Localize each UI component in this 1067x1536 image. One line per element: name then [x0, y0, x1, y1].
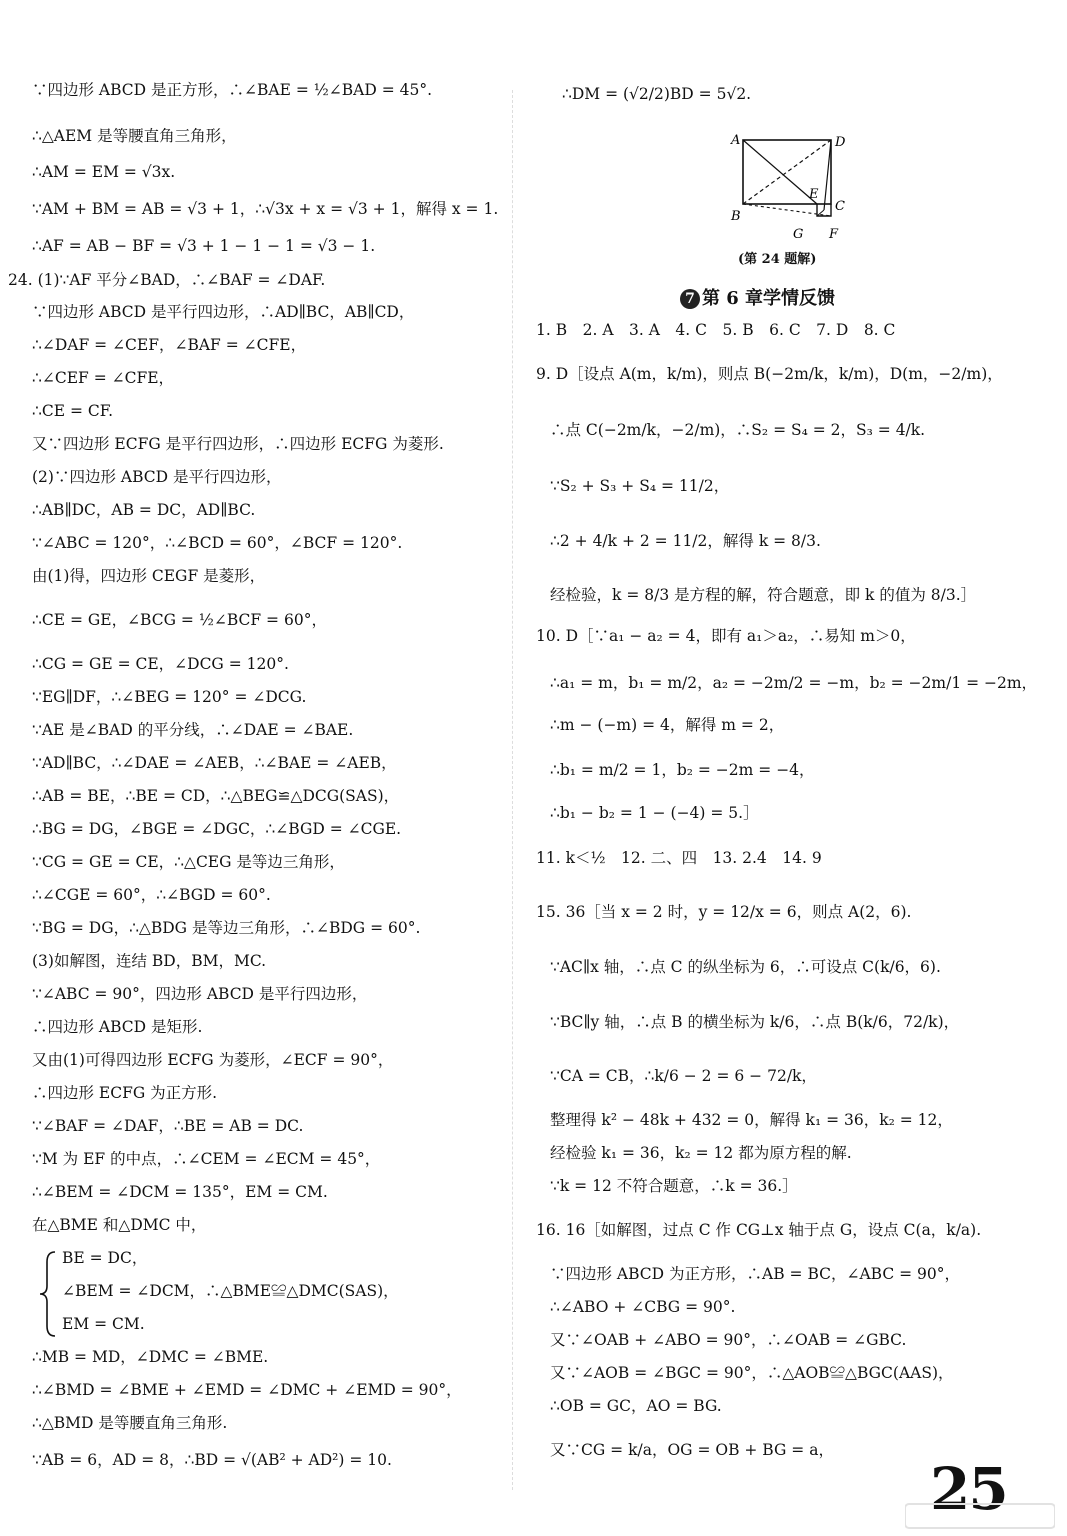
left-line: ∴AB = BE，∴BE = CD，∴△BEG≌△DCG(SAS)，	[32, 787, 400, 805]
figure-label-c: C	[835, 199, 845, 214]
right-line: 又∵CG = k/a，OG = OB + BG = a，	[550, 1441, 834, 1459]
left-line: 24. (1)∵AF 平分∠BAD，∴∠BAF = ∠DAF.	[8, 271, 326, 289]
system-brace	[37, 1250, 59, 1338]
watermark-logo	[905, 1500, 1055, 1530]
right-line: 又∵∠OAB + ∠ABO = 90°，∴∠OAB = ∠GBC.	[550, 1331, 907, 1349]
left-line: ∴∠BEM = ∠DCM = 135°，EM = CM.	[32, 1183, 328, 1201]
right-line: ∴OB = GC，AO = BG.	[550, 1397, 722, 1415]
section-badge: 7	[680, 289, 700, 309]
geometry-figure	[725, 128, 855, 246]
left-line: 又由(1)可得四边形 ECFG 为菱形，∠ECF = 90°，	[32, 1051, 394, 1069]
left-line: ∴四边形 ABCD 是矩形.	[32, 1018, 203, 1036]
right-line: ∴∠ABO + ∠CBG = 90°.	[550, 1298, 736, 1316]
right-line: ∵CA = CB，∴k/6 − 2 = 6 − 72/k，	[550, 1067, 817, 1085]
right-line: ∴2 + 4/k + 2 = 11/2，解得 k = 8/3.	[550, 532, 821, 550]
right-line: 10. D［∵a₁ − a₂ = 4，即有 a₁＞a₂，∴易知 m＞0，	[536, 627, 916, 645]
left-line: ∵AB = 6，AD = 8，∴BD = √(AB² + AD²) = 10.	[32, 1451, 392, 1469]
left-line: ∴MB = MD，∠DMC = ∠BME.	[32, 1348, 269, 1366]
left-line: ∴∠BMD = ∠BME + ∠EMD = ∠DMC + ∠EMD = 90°，	[32, 1381, 462, 1399]
right-line: 又∵∠AOB = ∠BGC = 90°，∴△AOB≌△BGC(AAS)，	[550, 1364, 954, 1382]
figure-label-g: G	[793, 227, 804, 242]
right-line: ∴DM = (√2/2)BD = 5√2.	[562, 85, 752, 103]
left-line: ∴CG = GE = CE，∠DCG = 120°.	[32, 655, 289, 673]
left-line: ∵AE 是∠BAD 的平分线，∴∠DAE = ∠BAE.	[32, 721, 354, 739]
right-line: ∵BC∥y 轴，∴点 B 的横坐标为 k/6，∴点 B(k/6，72/k)，	[550, 1013, 960, 1031]
figure-label-f: F	[829, 227, 839, 242]
left-line: ∴△AEM 是等腰直角三角形，	[32, 127, 237, 145]
page-number: 25	[930, 1455, 1007, 1523]
right-line: 整理得 k² − 48k + 432 = 0，解得 k₁ = 36，k₂ = 12，	[550, 1111, 953, 1129]
right-line: ∴b₁ = m/2 = 1，b₂ = −2m = −4，	[550, 761, 815, 779]
left-line: (2)∵四边形 ABCD 是平行四边形，	[32, 468, 282, 486]
left-line: ∴CE = CF.	[32, 402, 114, 420]
left-line: ∵∠BAF = ∠DAF，∴BE = AB = DC.	[32, 1117, 304, 1135]
left-line: ∴四边形 ECFG 为正方形.	[32, 1084, 218, 1102]
left-line: ∵BG = DG，∴△BDG 是等边三角形，∴∠BDG = 60°.	[32, 919, 421, 937]
figure-label-d: D	[835, 135, 846, 150]
left-line: ∴BG = DG，∠BGE = ∠DGC，∴∠BGD = ∠CGE.	[32, 820, 402, 838]
right-line: 经检验，k = 8/3 是方程的解，符合题意，即 k 的值为 8/3.］	[550, 586, 977, 604]
left-line: ∴∠DAF = ∠CEF，∠BAF = ∠CFE，	[32, 336, 307, 354]
right-line: ∴b₁ − b₂ = 1 − (−4) = 5.］	[550, 804, 759, 822]
left-line: ∴∠CGE = 60°，∴∠BGD = 60°.	[32, 886, 271, 904]
left-line: ∴∠CEF = ∠CFE，	[32, 369, 175, 387]
left-line: ∵四边形 ABCD 是平行四边形，∴AD∥BC，AB∥CD，	[32, 303, 415, 321]
left-line: ∴AM = EM = √3x.	[32, 163, 176, 181]
left-line: ∠BEM = ∠DCM，∴△BME≌△DMC(SAS)，	[62, 1282, 399, 1300]
left-line: ∵∠ABC = 120°，∴∠BCD = 60°，∠BCF = 120°.	[32, 534, 403, 552]
figure-label-a: A	[731, 133, 741, 148]
left-line: ∴CE = GE，∠BCG = ½∠BCF = 60°，	[32, 611, 327, 629]
left-line: ∵CG = GE = CE，∴△CEG 是等边三角形，	[32, 853, 345, 871]
right-line: 11. k＜½ 12. 二、四 13. 2.4 14. 9	[536, 849, 822, 867]
left-line: ∵AD∥BC，∴∠DAE = ∠AEB，∴∠BAE = ∠AEB，	[32, 754, 397, 772]
section-heading	[680, 284, 835, 310]
left-line: ∵四边形 ABCD 是正方形，∴∠BAE = ½∠BAD = 45°.	[32, 81, 433, 99]
left-line: ∵∠ABC = 90°，四边形 ABCD 是平行四边形，	[32, 985, 368, 1003]
column-divider	[512, 90, 513, 1490]
right-line: ∵四边形 ABCD 为正方形，∴AB = BC，∠ABC = 90°，	[550, 1265, 961, 1283]
right-line: 15. 36［当 x = 2 时，y = 12/x = 6，则点 A(2，6).	[536, 903, 912, 921]
left-line: 由(1)得，四边形 CEGF 是菱形，	[32, 567, 266, 585]
left-line: 又∵四边形 ECFG 是平行四边形，∴四边形 ECFG 为菱形.	[32, 435, 444, 453]
right-line: ∵AC∥x 轴，∴点 C 的纵坐标为 6，∴可设点 C(k/6，6).	[550, 958, 941, 976]
right-line: ∵k = 12 不符合题意，∴k = 36.］	[550, 1177, 798, 1195]
left-line: ∴△BMD 是等腰直角三角形.	[32, 1414, 228, 1432]
right-line: ∴a₁ = m，b₁ = m/2，a₂ = −2m/2 = −m，b₂ = −2m/1 = −2m，	[550, 674, 1038, 692]
left-line: ∵M 为 EF 的中点，∴∠CEM = ∠ECM = 45°，	[32, 1150, 381, 1168]
left-line: (3)如解图，连结 BD，BM，MC.	[32, 952, 267, 970]
figure-label-e: E	[809, 187, 819, 202]
right-line: ∵S₂ + S₃ + S₄ = 11/2，	[550, 477, 730, 495]
left-line: ∵AM + BM = AB = √3 + 1，∴√3x + x = √3 + 1，解得 x = 1.	[32, 200, 499, 218]
right-line: 9. D［设点 A(m，k/m)，则点 B(−2m/k，k/m)，D(m，−2/m)，	[536, 365, 1003, 383]
figure-caption: (第 24 题解)	[738, 252, 817, 267]
right-line: 16. 16［如解图，过点 C 作 CG⊥x 轴于点 G，设点 C(a，k/a).	[536, 1221, 982, 1239]
right-line: 经检验 k₁ = 36，k₂ = 12 都为原方程的解.	[550, 1144, 852, 1162]
figure-label-b: B	[731, 209, 741, 224]
left-line: ∵EG∥DF，∴∠BEG = 120° = ∠DCG.	[32, 688, 307, 706]
left-line: EM = CM.	[62, 1315, 145, 1333]
left-line: ∴AF = AB − BF = √3 + 1 − 1 − 1 = √3 − 1.	[32, 237, 376, 255]
right-line: ∴点 C(−2m/k，−2/m)，∴S₂ = S₄ = 2，S₃ = 4/k.	[550, 421, 926, 439]
section-title: 第 6 章学情反馈	[702, 288, 836, 309]
left-line: ∴AB∥DC，AB = DC，AD∥BC.	[32, 501, 256, 519]
left-line: BE = DC，	[62, 1249, 148, 1267]
right-line: 1. B 2. A 3. A 4. C 5. B 6. C 7. D 8. C	[536, 321, 896, 339]
left-line: 在△BME 和△DMC 中，	[32, 1216, 207, 1234]
right-line: ∴m − (−m) = 4，解得 m = 2，	[550, 716, 785, 734]
